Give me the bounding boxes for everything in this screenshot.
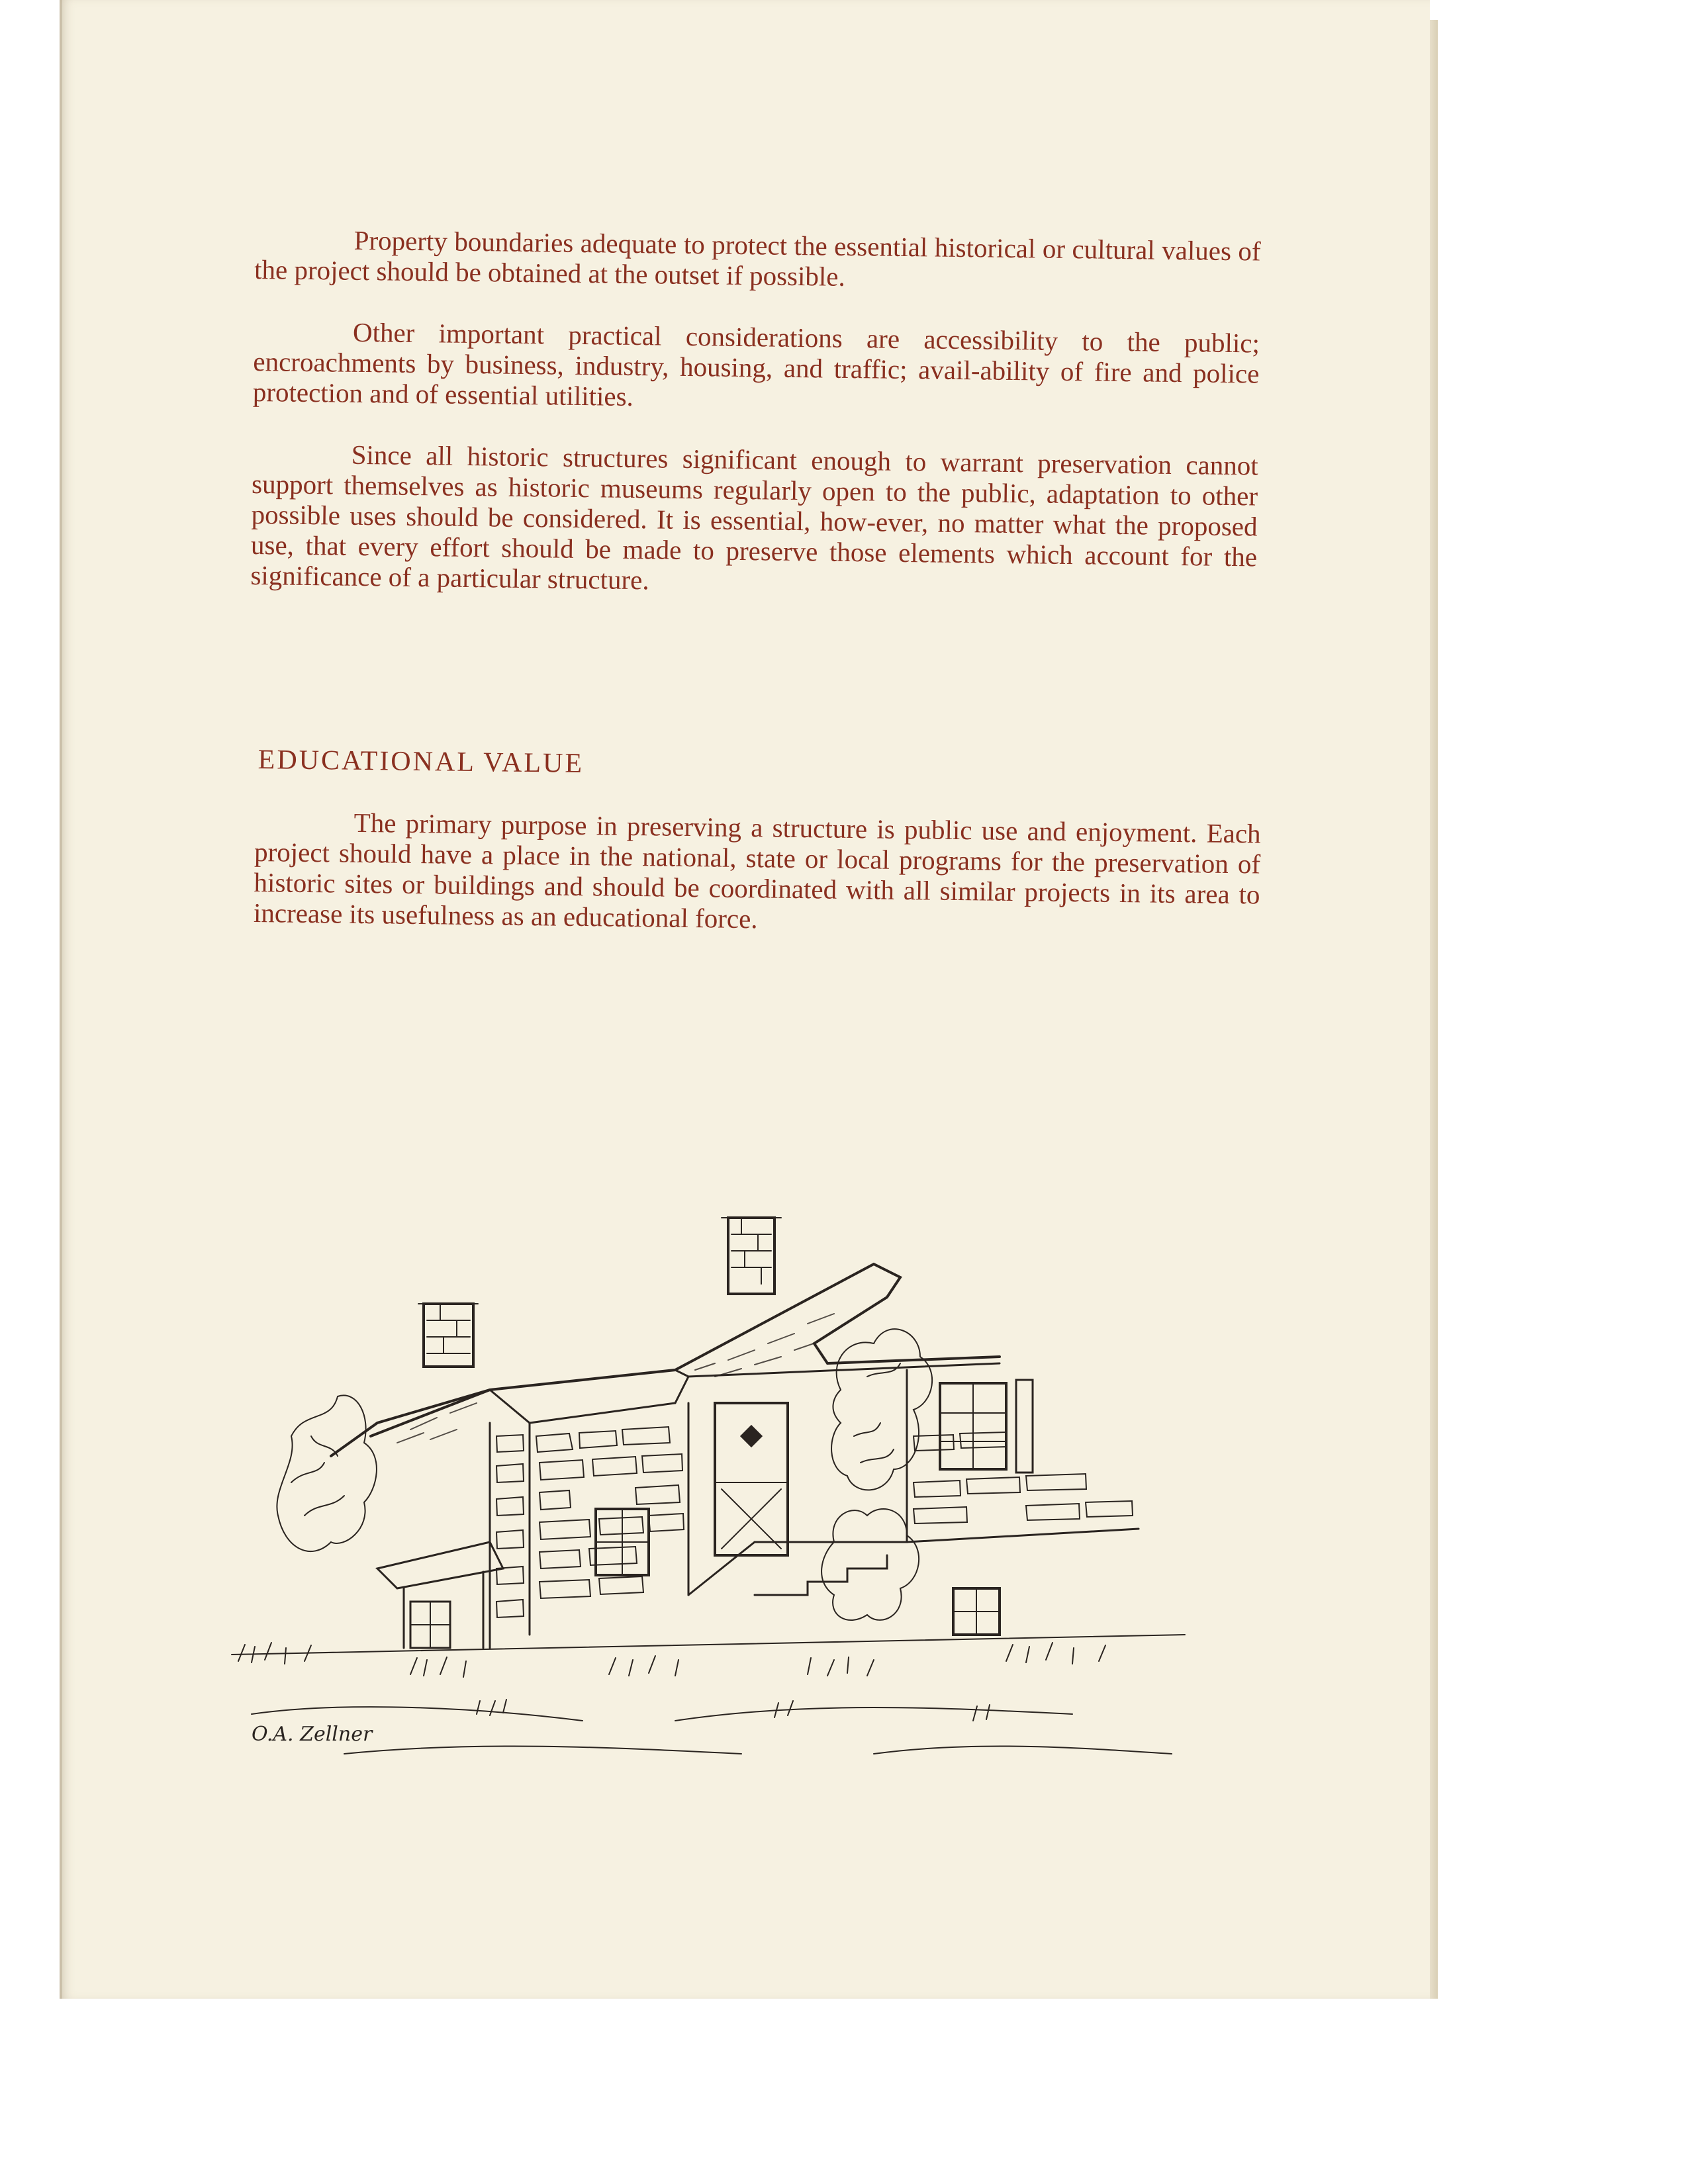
- paragraph-adaptive-uses: Since all historic structures significant enough to warrant preservation cannot support themselves as historic museums regularly open to the public, adaptation to other possible uses should be considered. It is essential, how-ever, no matter what the proposed use, that every effort should be made to preserve those elements which account for the significance of a particular structure.: [250, 439, 1258, 596]
- artist-signature: O.A. Zellner: [252, 1723, 373, 1746]
- section-heading: EDUCATIONAL VALUE: [258, 744, 585, 780]
- paragraph-practical-considerations: Other important practical considerations are accessibility to the public; encroachments by business, industry, housing, and traffic; avail-ability of fire and police protection and of essential utilities.: [252, 316, 1260, 412]
- page-edge: [1430, 20, 1438, 1999]
- paragraph-property-boundaries: Property boundaries adequate to protect the essential historical or cultural values of the project should be obtained at the outset if possible.: [254, 224, 1261, 292]
- body-text-top: [250, 224, 1261, 634]
- stone-house-illustration: [212, 1171, 1205, 1787]
- paragraph-educational-purpose: The primary purpose in preserving a structure is public use and enjoyment. Each project should have a place in the national, state or local programs for the preservation of historic sites or buildings and should be coordinated with all similar projects in its area to increase its usefulness as an educational force.: [253, 807, 1261, 934]
- body-text-bottom: [253, 806, 1261, 972]
- page-gutter: [60, 0, 62, 1999]
